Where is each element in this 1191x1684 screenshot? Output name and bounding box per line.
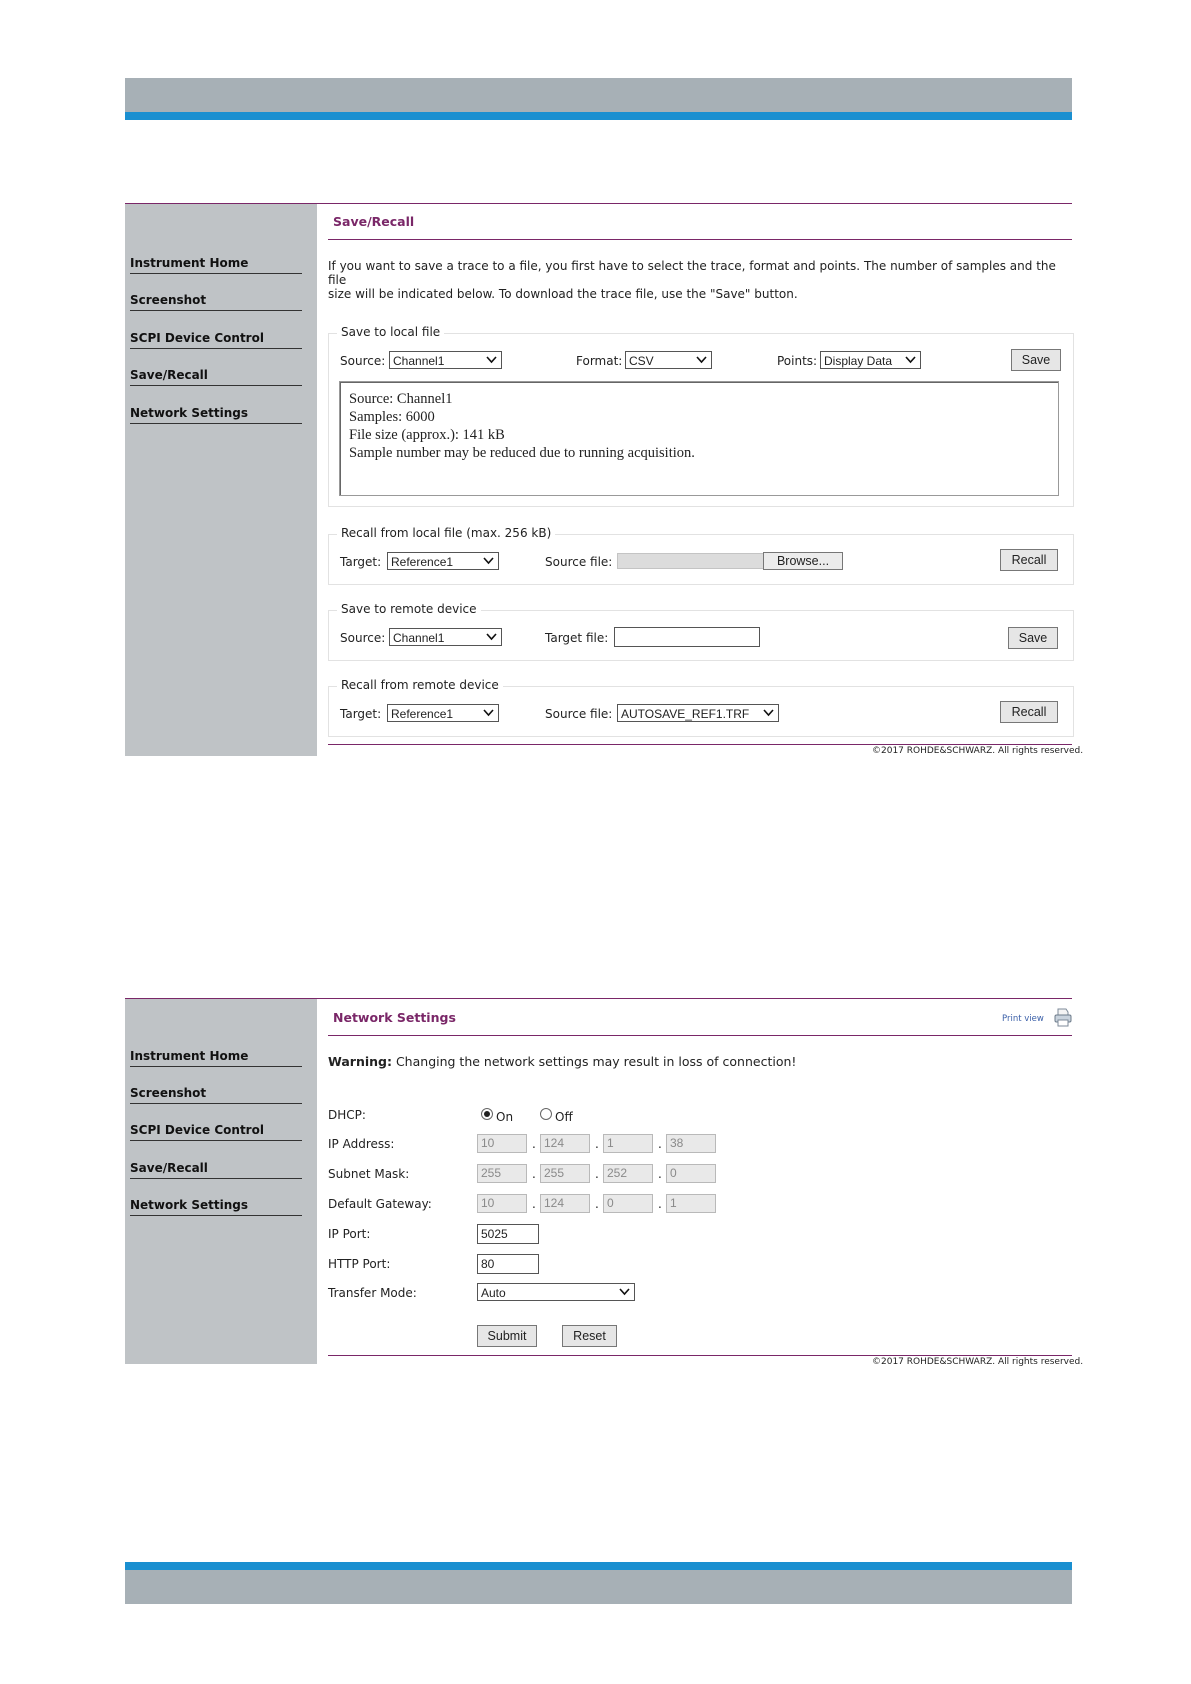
format-label: Format: [576, 354, 623, 368]
reset-button[interactable]: Reset [562, 1325, 617, 1347]
dhcp-label: DHCP: [328, 1108, 366, 1122]
recall-button[interactable]: Recall [1000, 549, 1058, 571]
warning-text: Changing the network settings may result in loss of connection! [391, 1054, 797, 1069]
footer-accent-line [125, 1562, 1072, 1570]
copyright: ©2017 ROHDE&SCHWARZ. All rights reserved. [872, 1357, 1084, 1367]
transfer-mode-select[interactable] [477, 1283, 635, 1301]
ip-separator: . [532, 1197, 536, 1211]
http-port-input[interactable]: 80 [477, 1254, 539, 1274]
gateway-octet-4[interactable]: 1 [666, 1194, 716, 1213]
sidebar-item-scpi-device-control[interactable]: SCPI Device Control [130, 1123, 302, 1141]
chevron-down-icon [483, 707, 494, 718]
ip-octet-1[interactable]: 10 [477, 1134, 527, 1153]
chevron-down-icon [619, 1286, 630, 1297]
format-select[interactable] [625, 351, 712, 369]
chevron-down-icon [486, 354, 497, 365]
print-view-link[interactable]: Print view [1002, 1014, 1044, 1024]
footer-bar [125, 1570, 1072, 1604]
target-select-value: Reference1 [391, 555, 454, 569]
ip-separator: . [658, 1137, 662, 1151]
sidebar-item-instrument-home[interactable]: Instrument Home [130, 256, 302, 274]
transfer-mode-label: Transfer Mode: [328, 1286, 417, 1300]
source-file-label: Source file: [545, 707, 613, 721]
ip-octet-2[interactable]: 124 [540, 1134, 590, 1153]
ip-separator: . [595, 1197, 599, 1211]
remote-target-select[interactable] [387, 704, 499, 722]
chevron-down-icon [905, 354, 916, 365]
default-gateway-label: Default Gateway: [328, 1197, 432, 1211]
target-select[interactable] [387, 552, 499, 570]
ip-separator: . [658, 1167, 662, 1181]
ip-separator: . [595, 1137, 599, 1151]
subnet-octet-2[interactable]: 255 [540, 1164, 590, 1183]
dhcp-on-radio[interactable] [481, 1108, 493, 1120]
remote-recall-button[interactable]: Recall [1000, 701, 1058, 723]
file-path-field[interactable] [617, 553, 764, 569]
sidebar-item-save-recall[interactable]: Save/Recall [130, 1161, 302, 1179]
info-line: File size (approx.): 141 kB [349, 427, 505, 443]
source-file-label: Source file: [545, 555, 613, 569]
transfer-mode-value: Auto [481, 1286, 506, 1300]
description-line: If you want to save a trace to a file, you first have to select the trace, format and points. The number of samples and the file [328, 259, 1056, 287]
ip-separator: . [658, 1197, 662, 1211]
sidebar-item-save-recall[interactable]: Save/Recall [130, 368, 302, 386]
remote-save-legend: Save to remote device [337, 602, 481, 616]
ip-octet-3[interactable]: 1 [603, 1134, 653, 1153]
info-line: Source: Channel1 [349, 391, 453, 407]
printer-icon[interactable] [1053, 1007, 1073, 1027]
sidebar-item-network-settings[interactable]: Network Settings [130, 1198, 302, 1216]
local-save-legend: Save to local file [337, 325, 444, 339]
ip-separator: . [532, 1167, 536, 1181]
points-select-value: Display Data [824, 354, 893, 368]
sidebar-item-screenshot[interactable]: Screenshot [130, 1086, 302, 1104]
remote-recall-legend: Recall from remote device [337, 678, 503, 692]
sidebar-item-screenshot[interactable]: Screenshot [130, 293, 302, 311]
subnet-octet-4[interactable]: 0 [666, 1164, 716, 1183]
local-recall-legend: Recall from local file (max. 256 kB) [337, 526, 555, 540]
sidebar-item-network-settings[interactable]: Network Settings [130, 406, 302, 424]
header-accent-line [125, 112, 1072, 120]
page-title: Save/Recall [333, 214, 415, 229]
browse-button[interactable]: Browse... [763, 552, 843, 570]
source-label: Source: [340, 631, 386, 645]
ip-port-label: IP Port: [328, 1227, 371, 1241]
chevron-down-icon [696, 354, 707, 365]
title-rule [328, 1035, 1072, 1036]
points-label: Points: [777, 354, 818, 368]
target-file-label: Target file: [545, 631, 609, 645]
title-rule [328, 239, 1072, 240]
target-label: Target: [340, 555, 382, 569]
copyright: ©2017 ROHDE&SCHWARZ. All rights reserved. [872, 746, 1084, 756]
gateway-octet-3[interactable]: 0 [603, 1194, 653, 1213]
format-select-value: CSV [629, 354, 654, 368]
file-info-box [339, 381, 1059, 496]
remote-save-button[interactable]: Save [1008, 627, 1058, 649]
header-bar [125, 78, 1072, 112]
ip-address-label: IP Address: [328, 1137, 395, 1151]
source-select-value: Channel1 [393, 354, 445, 368]
subnet-octet-1[interactable]: 255 [477, 1164, 527, 1183]
remote-source-file-value: AUTOSAVE_REF1.TRF [621, 707, 750, 721]
sidebar-item-instrument-home[interactable]: Instrument Home [130, 1049, 302, 1067]
sidebar-item-scpi-device-control[interactable]: SCPI Device Control [130, 331, 302, 349]
info-line: Sample number may be reduced due to running acquisition. [349, 445, 695, 461]
description [328, 259, 1072, 301]
chevron-down-icon [483, 555, 494, 566]
sidebar [125, 999, 317, 1364]
info-line: Samples: 6000 [349, 409, 435, 425]
warning-label: Warning: [328, 1054, 392, 1069]
remote-source-select-value: Channel1 [393, 631, 445, 645]
footer-rule [328, 744, 1072, 745]
chevron-down-icon [486, 631, 497, 642]
page-title: Network Settings [333, 1010, 456, 1025]
target-label: Target: [340, 707, 382, 721]
gateway-octet-1[interactable]: 10 [477, 1194, 527, 1213]
footer-rule [328, 1355, 1072, 1356]
dhcp-off-label: Off [555, 1110, 573, 1124]
remote-source-file-select[interactable] [617, 704, 779, 722]
chevron-down-icon [763, 707, 774, 718]
remote-target-select-value: Reference1 [391, 707, 454, 721]
ip-octet-4[interactable]: 38 [666, 1134, 716, 1153]
target-file-input[interactable] [614, 627, 760, 647]
warning-message [328, 1054, 796, 1069]
http-port-label: HTTP Port: [328, 1257, 391, 1271]
description-line: size will be indicated below. To download the trace file, use the "Save" button. [328, 287, 798, 301]
remote-source-select[interactable] [389, 628, 502, 646]
points-select[interactable] [820, 351, 921, 369]
sidebar [125, 204, 317, 756]
submit-button[interactable]: Submit [477, 1325, 537, 1347]
ip-separator: . [532, 1137, 536, 1151]
dhcp-on-label: On [496, 1110, 514, 1124]
source-select[interactable] [389, 351, 502, 369]
save-button[interactable]: Save [1011, 349, 1061, 371]
radio-selected-dot [484, 1111, 490, 1117]
subnet-octet-3[interactable]: 252 [603, 1164, 653, 1183]
ip-separator: . [595, 1167, 599, 1181]
subnet-mask-label: Subnet Mask: [328, 1167, 410, 1181]
source-label: Source: [340, 354, 386, 368]
gateway-octet-2[interactable]: 124 [540, 1194, 590, 1213]
ip-port-input[interactable]: 5025 [477, 1224, 539, 1244]
dhcp-off-radio[interactable] [540, 1108, 552, 1120]
